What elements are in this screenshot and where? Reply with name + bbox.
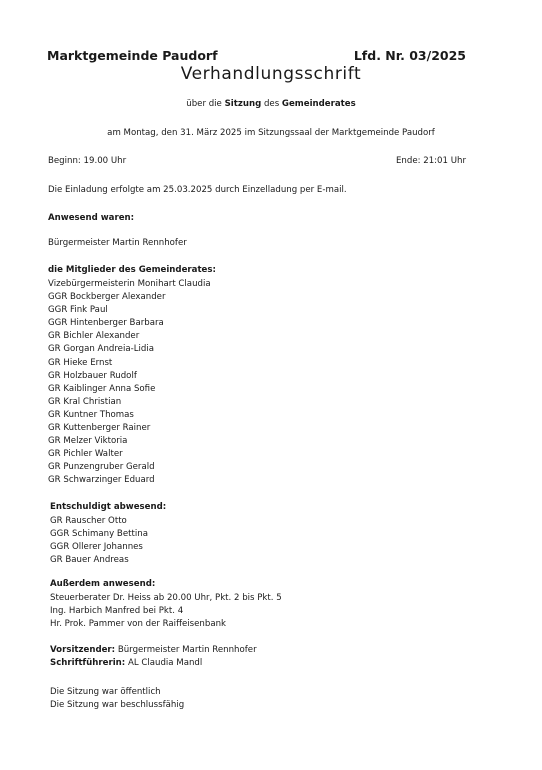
list-item: Ing. Harbich Manfred bei Pkt. 4 [50, 606, 184, 617]
members-list [48, 278, 211, 488]
chair-line [50, 645, 257, 655]
meeting-date-location: am Montag, den 31. März 2025 im Sitzungssaal der Marktgemeinde Paudorf [107, 128, 435, 138]
also-present-list [50, 592, 282, 631]
list-item: Vizebürgermeisterin Monihart Claudia [48, 279, 211, 289]
list-item: GR Melzer Viktoria [48, 436, 128, 447]
mayor-line: Bürgermeister Martin Rennhofer [48, 238, 187, 248]
list-item: GR Bichler Alexander [48, 331, 140, 342]
members-heading: die Mitglieder des Gemeinderates: [48, 265, 216, 275]
meeting-begin: Beginn: 19.00 Uhr [48, 156, 127, 166]
excused-heading: Entschuldigt abwesend: [50, 502, 167, 512]
list-item: Hr. Prok. Pammer von der Raiffeisenbank [50, 619, 227, 630]
meeting-end: Ende: 21:01 Uhr [395, 156, 466, 166]
also-present-heading: Außerdem anwesend: [50, 579, 156, 589]
document-number: Lfd. Nr. 03/2025 [353, 48, 466, 63]
list-item: GR Pichler Walter [48, 449, 123, 460]
list-item: GR Kral Christian [48, 396, 122, 407]
recorder-label: Schriftführerin: [50, 658, 126, 668]
list-item: GGR Schimany Bettina [50, 529, 148, 540]
chair-value: Bürgermeister Martin Rennhofer [115, 645, 257, 655]
document-subtitle [0, 99, 542, 109]
closing-public: Die Sitzung war öffentlich [50, 687, 161, 697]
recorder-value: AL Claudia Mandl [125, 658, 203, 668]
recorder-line [50, 658, 202, 668]
list-item: GR Kuttenberger Rainer [48, 423, 151, 434]
closing-notes [50, 686, 184, 712]
chair-label: Vorsitzender: [50, 645, 116, 655]
list-item: GR Gorgan Andreia-Lidia [48, 344, 155, 355]
subtitle-mid: des [261, 99, 282, 109]
closing-quorum: Die Sitzung war beschlussfähig [50, 700, 185, 711]
list-item: GR Rauscher Otto [50, 516, 127, 526]
list-item: GR Holzbauer Rudolf [48, 370, 137, 381]
list-item: GGR Hintenberger Barbara [48, 318, 164, 329]
subtitle-sitzung: Sitzung [224, 99, 262, 109]
list-item: GGR Ollerer Johannes [50, 542, 143, 553]
list-item: Steuerberater Dr. Heiss ab 20.00 Uhr, Pkt. 2 bis Pkt. 5 [50, 593, 282, 603]
list-item: GR Schwarzinger Eduard [48, 475, 155, 486]
list-item: GR Hieke Ernst [48, 357, 113, 368]
excused-list [50, 515, 148, 567]
present-heading: Anwesend waren: [48, 213, 135, 223]
list-item: GR Bauer Andreas [50, 555, 129, 566]
list-item: GGR Fink Paul [48, 305, 108, 316]
subtitle-gemeinderat: Gemeinderates [281, 99, 356, 109]
list-item: GR Punzengruber Gerald [48, 462, 155, 473]
list-item: GR Kuntner Thomas [48, 409, 134, 420]
subtitle-pre: über die [186, 99, 225, 109]
list-item: GR Kaiblinger Anna Sofie [48, 383, 156, 394]
document-title: Verhandlungsschrift [180, 64, 362, 84]
list-item: GGR Bockberger Alexander [48, 292, 166, 303]
invitation-note: Die Einladung erfolgte am 25.03.2025 durch Einzelladung per E-mail. [48, 185, 347, 195]
municipality-name: Marktgemeinde Paudorf [47, 48, 218, 63]
